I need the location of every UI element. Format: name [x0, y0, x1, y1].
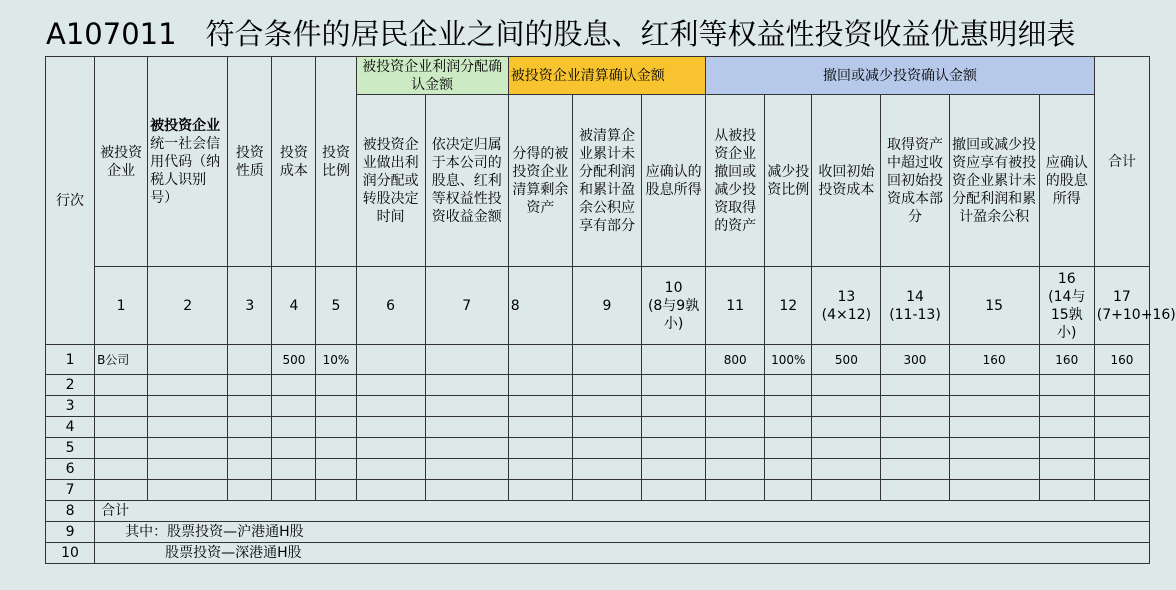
cell-c16[interactable] — [1039, 459, 1094, 480]
cell-c13[interactable] — [812, 396, 881, 417]
cell-c9[interactable] — [572, 396, 641, 417]
cell-c7[interactable] — [425, 417, 508, 438]
header-withdraw-share: 撤回或减少投资应享有被投资企业累计未分配利润和累计盈余公积 — [949, 95, 1039, 267]
table-row — [46, 417, 1150, 438]
row-number: 1 — [46, 345, 95, 375]
cell-c7[interactable] — [425, 375, 508, 396]
cell-c5[interactable] — [316, 480, 356, 501]
cell-c4[interactable]: 500 — [272, 345, 316, 375]
cell-c13[interactable] — [812, 417, 881, 438]
cell-c11[interactable] — [706, 375, 765, 396]
cell-c16[interactable] — [1039, 480, 1094, 501]
cell-c8[interactable] — [508, 480, 572, 501]
cell-c10[interactable] — [642, 396, 706, 417]
cell-c14[interactable] — [881, 375, 949, 396]
cell-c13[interactable] — [812, 438, 881, 459]
cell-c17[interactable] — [1094, 480, 1149, 501]
column-number-7: 7 — [425, 267, 508, 345]
cell-c1[interactable]: B公司 — [95, 345, 148, 375]
cell-c5[interactable] — [316, 417, 356, 438]
column-number-13: 13 (4×12) — [812, 267, 881, 345]
cell-c14[interactable] — [881, 438, 949, 459]
cell-c15[interactable]: 160 — [949, 345, 1039, 375]
cell-c6[interactable] — [356, 396, 425, 417]
cell-c8[interactable] — [508, 438, 572, 459]
cell-c15[interactable] — [949, 480, 1039, 501]
cell-c7[interactable] — [425, 438, 508, 459]
row-number: 2 — [46, 375, 95, 396]
table-row — [46, 438, 1150, 459]
cell-c8[interactable] — [508, 345, 572, 375]
cell-c5[interactable] — [316, 438, 356, 459]
column-number-4: 4 — [272, 267, 316, 345]
cell-c2[interactable] — [148, 417, 228, 438]
cell-c2[interactable] — [148, 375, 228, 396]
cell-c1[interactable] — [95, 417, 148, 438]
header-excess-part: 取得资产中超过收回初始投资成本部分 — [881, 95, 949, 267]
cell-c17[interactable]: 160 — [1094, 345, 1149, 375]
cell-c9[interactable] — [572, 459, 641, 480]
cell-c9[interactable] — [572, 417, 641, 438]
cell-c3[interactable] — [228, 417, 272, 438]
header-undistributed-share: 被清算企业累计未分配利润和累计盈余公积应享有部分 — [572, 95, 641, 267]
header-decision-time: 被投资企业做出利润分配或转股决定时间 — [356, 95, 425, 267]
cell-c10[interactable] — [642, 480, 706, 501]
cell-c6[interactable] — [356, 375, 425, 396]
cell-c8[interactable] — [508, 417, 572, 438]
cell-c12[interactable] — [765, 375, 812, 396]
column-number-14: 14 (11-13) — [881, 267, 949, 345]
cell-c9[interactable] — [572, 480, 641, 501]
row-number: 8 — [46, 501, 95, 522]
cell-c2[interactable] — [148, 459, 228, 480]
cell-c12[interactable] — [765, 459, 812, 480]
row-number: 7 — [46, 480, 95, 501]
cell-c8[interactable] — [508, 375, 572, 396]
cell-c10[interactable] — [642, 345, 706, 375]
cell-c5[interactable] — [316, 459, 356, 480]
cell-c11[interactable] — [706, 417, 765, 438]
cell-c16[interactable]: 160 — [1039, 345, 1094, 375]
column-number-3: 3 — [228, 267, 272, 345]
cell-c2[interactable] — [148, 396, 228, 417]
header-investee: 被投资企业 — [95, 57, 148, 267]
cell-c12[interactable] — [765, 417, 812, 438]
cell-c17[interactable] — [1094, 417, 1149, 438]
total-row — [46, 522, 1150, 543]
cell-c14[interactable] — [881, 459, 949, 480]
group-liquidation: 被投资企业清算确认金额 — [508, 57, 705, 95]
cell-c13[interactable]: 500 — [812, 345, 881, 375]
cell-c8[interactable] — [508, 396, 572, 417]
column-number-row — [46, 267, 1150, 345]
header-liquidation-assets: 分得的被投资企业清算剩余资产 — [508, 95, 572, 267]
cell-c11[interactable] — [706, 438, 765, 459]
cell-c1[interactable] — [95, 396, 148, 417]
header-row-no: 行次 — [46, 57, 95, 345]
row-number: 9 — [46, 522, 95, 543]
column-number-1: 1 — [95, 267, 148, 345]
column-number-12: 12 — [765, 267, 812, 345]
cell-c3[interactable] — [228, 480, 272, 501]
cell-c3[interactable] — [228, 396, 272, 417]
cell-c12[interactable] — [765, 396, 812, 417]
total-row — [46, 501, 1150, 522]
column-number-5: 5 — [316, 267, 356, 345]
cell-c7[interactable] — [425, 345, 508, 375]
header-invest-nature: 投资性质 — [228, 57, 272, 267]
header-total: 合计 — [1094, 57, 1149, 267]
cell-c5[interactable] — [316, 375, 356, 396]
row-number: 6 — [46, 459, 95, 480]
cell-c5[interactable] — [316, 396, 356, 417]
row-number: 5 — [46, 438, 95, 459]
column-number-15: 15 — [949, 267, 1039, 345]
cell-c12[interactable] — [765, 480, 812, 501]
header-credit-code: 被投资企业统一社会信用代码（纳税人识别号） — [148, 57, 228, 267]
cell-c6[interactable] — [356, 438, 425, 459]
cell-c17[interactable] — [1094, 438, 1149, 459]
cell-c4[interactable] — [272, 396, 316, 417]
header-recover-cost: 收回初始投资成本 — [812, 95, 881, 267]
row-number: 3 — [46, 396, 95, 417]
cell-c4[interactable] — [272, 375, 316, 396]
cell-c3[interactable] — [228, 459, 272, 480]
cell-c7[interactable] — [425, 480, 508, 501]
cell-c15[interactable] — [949, 438, 1039, 459]
row-number: 4 — [46, 417, 95, 438]
header-invest-cost: 投资成本 — [272, 57, 316, 267]
cell-c9[interactable] — [572, 375, 641, 396]
cell-c6[interactable] — [356, 459, 425, 480]
cell-c2[interactable] — [148, 480, 228, 501]
cell-c8[interactable] — [508, 459, 572, 480]
cell-c14[interactable] — [881, 417, 949, 438]
total-row-label: 股票投资—深港通H股 — [95, 543, 1150, 564]
cell-c11[interactable] — [706, 459, 765, 480]
column-number-8: 8 — [508, 267, 572, 345]
cell-c3[interactable] — [228, 345, 272, 375]
cell-c14[interactable] — [881, 396, 949, 417]
cell-c10[interactable] — [642, 375, 706, 396]
header-invest-ratio: 投资比例 — [316, 57, 356, 267]
cell-c1[interactable] — [95, 375, 148, 396]
column-number-17: 17 (7+10+16) — [1094, 267, 1149, 345]
cell-c7[interactable] — [425, 459, 508, 480]
cell-c12[interactable] — [765, 438, 812, 459]
total-row-label: 合计 — [95, 501, 1150, 522]
cell-c4[interactable] — [272, 438, 316, 459]
cell-c9[interactable] — [572, 438, 641, 459]
cell-c10[interactable] — [642, 438, 706, 459]
cell-c16[interactable] — [1039, 396, 1094, 417]
cell-c14[interactable] — [881, 480, 949, 501]
table-row — [46, 375, 1150, 396]
cell-c7[interactable] — [425, 396, 508, 417]
header-withdraw-assets: 从被投资企业撤回或减少投资取得的资产 — [706, 95, 765, 267]
cell-c1[interactable] — [95, 438, 148, 459]
cell-c4[interactable] — [272, 417, 316, 438]
table-row — [46, 396, 1150, 417]
detail-table — [45, 56, 1176, 564]
page-title: A107011 符合条件的居民企业之间的股息、红利等权益性投资收益优惠明细表 — [46, 17, 1076, 51]
cell-c6[interactable] — [356, 417, 425, 438]
cell-c4[interactable] — [272, 480, 316, 501]
cell-c17[interactable] — [1094, 396, 1149, 417]
cell-c6[interactable] — [356, 480, 425, 501]
cell-c16[interactable] — [1039, 417, 1094, 438]
cell-c5[interactable]: 10% — [316, 345, 356, 375]
row-number: 10 — [46, 543, 95, 564]
table-row — [46, 480, 1150, 501]
group-withdrawal: 撤回或减少投资确认金额 — [706, 57, 1095, 95]
cell-c15[interactable] — [949, 375, 1039, 396]
cell-c12[interactable]: 100% — [765, 345, 812, 375]
cell-c11[interactable] — [706, 396, 765, 417]
cell-c16[interactable] — [1039, 375, 1094, 396]
cell-c3[interactable] — [228, 438, 272, 459]
cell-c3[interactable] — [228, 375, 272, 396]
cell-c10[interactable] — [642, 417, 706, 438]
header-liquidation-dividend: 应确认的股息所得 — [642, 95, 706, 267]
cell-c17[interactable] — [1094, 459, 1149, 480]
cell-c17[interactable] — [1094, 375, 1149, 396]
column-number-16: 16 (14与15孰小) — [1039, 267, 1094, 345]
column-number-11: 11 — [706, 267, 765, 345]
cell-c4[interactable] — [272, 459, 316, 480]
cell-c10[interactable] — [642, 459, 706, 480]
cell-c13[interactable] — [812, 459, 881, 480]
group-profit-distribution: 被投资企业利润分配确认金额 — [356, 57, 508, 95]
table-row — [46, 345, 1150, 375]
cell-c9[interactable] — [572, 345, 641, 375]
cell-c2[interactable] — [148, 438, 228, 459]
cell-c13[interactable] — [812, 480, 881, 501]
cell-c2[interactable] — [148, 345, 228, 375]
cell-c14[interactable]: 300 — [881, 345, 949, 375]
column-number-10: 10 (8与9孰小) — [642, 267, 706, 345]
cell-c11[interactable]: 800 — [706, 345, 765, 375]
header-reduce-ratio: 减少投资比例 — [765, 95, 812, 267]
cell-c1[interactable] — [95, 459, 148, 480]
cell-c15[interactable] — [949, 417, 1039, 438]
column-number-2: 2 — [148, 267, 228, 345]
cell-c15[interactable] — [949, 459, 1039, 480]
column-number-9: 9 — [572, 267, 641, 345]
cell-c15[interactable] — [949, 396, 1039, 417]
cell-c13[interactable] — [812, 375, 881, 396]
cell-c11[interactable] — [706, 480, 765, 501]
total-row-label: 其中：股票投资—沪港通H股 — [95, 522, 1150, 543]
header-withdraw-dividend: 应确认的股息所得 — [1039, 95, 1094, 267]
cell-c1[interactable] — [95, 480, 148, 501]
total-row — [46, 543, 1150, 564]
header-dividend-amount: 依决定归属于本公司的股息、红利等权益性投资收益金额 — [425, 95, 508, 267]
column-number-6: 6 — [356, 267, 425, 345]
table-row — [46, 459, 1150, 480]
cell-c6[interactable] — [356, 345, 425, 375]
cell-c16[interactable] — [1039, 438, 1094, 459]
